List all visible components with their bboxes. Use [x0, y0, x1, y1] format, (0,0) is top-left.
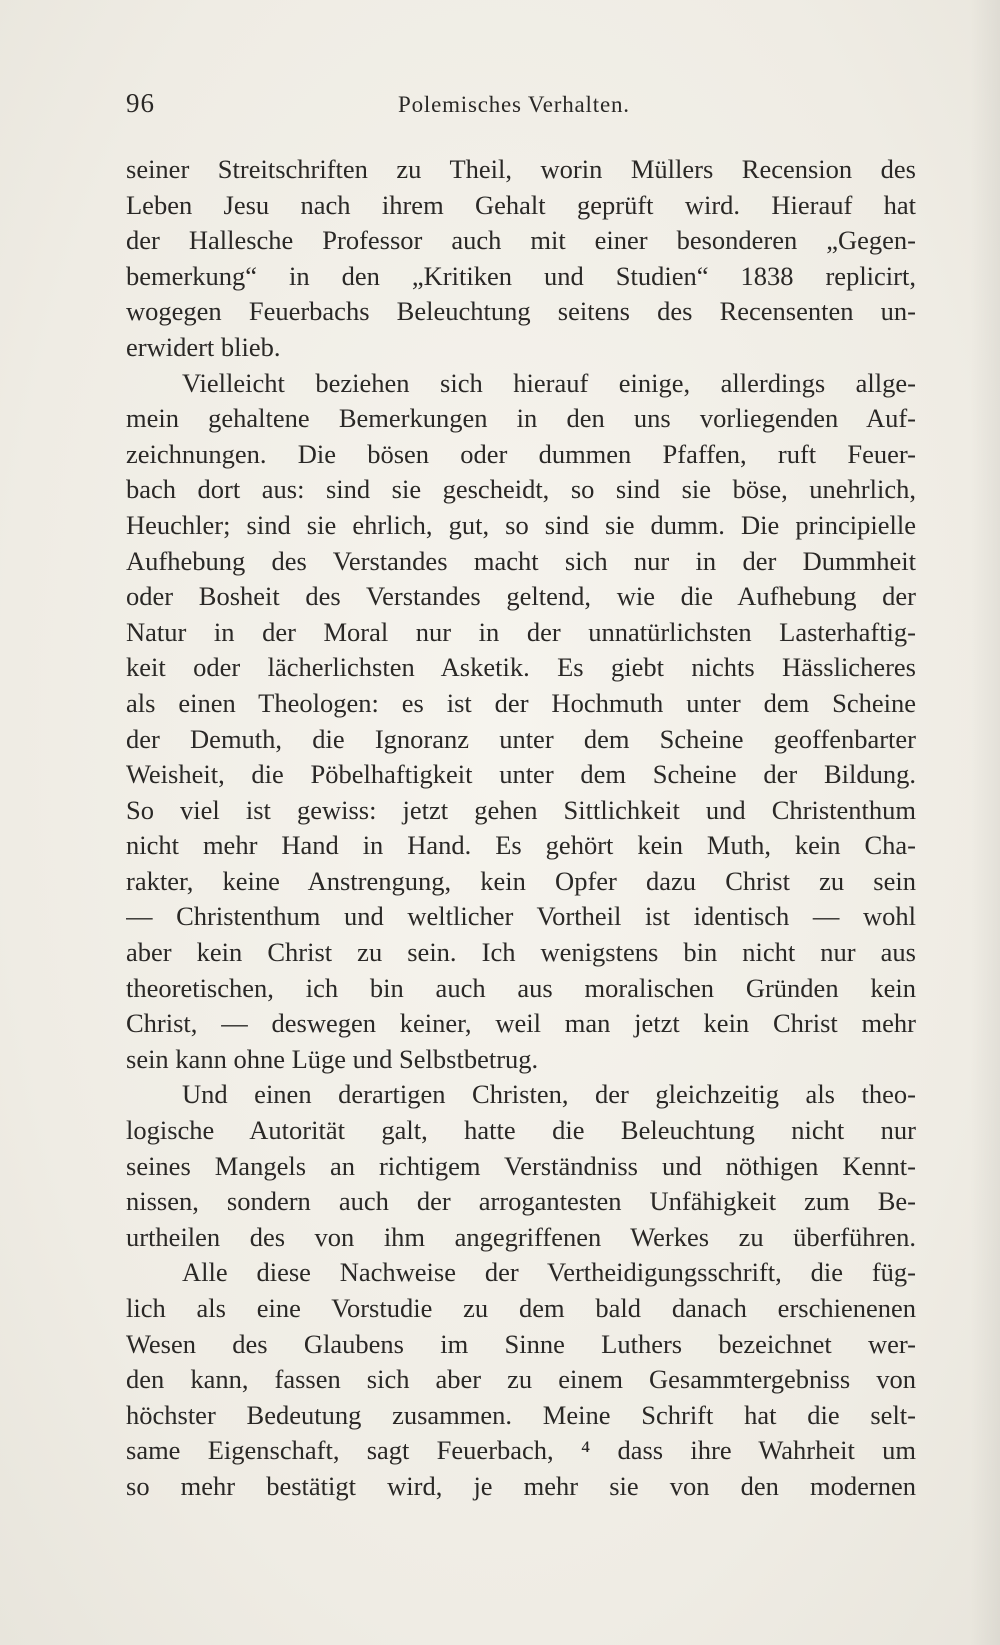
text-line: logische Autorität galt, hatte die Beleuchtung nicht nur [126, 1115, 916, 1146]
text-line: Natur in der Moral nur in der unnatürlichsten Lasterhaftig- [126, 616, 916, 647]
page-number: 96 [126, 88, 155, 118]
text-line: bemerkung“ in den „Kritiken und Studien“ 1838 replicirt, [126, 260, 916, 291]
text-line: nicht mehr Hand in Hand. Es gehört kein Muth, kein Cha- [126, 830, 916, 861]
text-line: Leben Jesu nach ihrem Gehalt geprüft wird. Hierauf hat [126, 189, 916, 220]
text-line: als einen Theologen: es ist der Hochmuth unter dem Scheine [126, 687, 916, 718]
text-line: oder Bosheit des Verstandes geltend, wie die Aufhebung der [126, 581, 916, 612]
text-line: Vielleicht beziehen sich hierauf einige, allerdings allge- [182, 367, 916, 398]
text-line: rakter, keine Anstrengung, kein Opfer dazu Christ zu sein [126, 865, 916, 896]
text-line: mein gehaltene Bemerkungen in den uns vorliegenden Auf- [126, 403, 916, 434]
text-line: der Hallesche Professor auch mit einer besonderen „Gegen- [126, 225, 916, 256]
text-line: Weisheit, die Pöbelhaftigkeit unter dem Scheine der Bildung. [126, 759, 916, 790]
page-header [126, 88, 916, 128]
text-line: so mehr bestätigt wird, je mehr sie von den modernen [126, 1470, 916, 1501]
text-line: erwidert blieb. [126, 331, 281, 362]
page-edge-shadow [970, 0, 1000, 1645]
text-line: zeichnungen. Die bösen oder dummen Pfaffen, ruft Feuer- [126, 438, 916, 469]
text-line: Und einen derartigen Christen, der gleichzeitig als theo- [182, 1079, 916, 1110]
text-line: bach dort aus: sind sie gescheidt, so sind sie böse, unehrlich, [126, 474, 916, 505]
text-line: seines Mangels an richtigem Verständniss und nöthigen Kennt- [126, 1150, 916, 1181]
text-line: keit oder lächerlichsten Asketik. Es giebt nichts Hässlicheres [126, 652, 916, 683]
text-line: theoretischen, ich bin auch aus moralischen Gründen kein [126, 972, 916, 1003]
running-title: Polemisches Verhalten. [398, 92, 630, 117]
text-line: nissen, sondern auch der arrogantesten Unfähigkeit zum Be- [126, 1186, 916, 1217]
text-line: Heuchler; sind sie ehrlich, gut, so sind sie dumm. Die principielle [126, 509, 916, 540]
text-line: Wesen des Glaubens im Sinne Luthers bezeichnet wer- [126, 1328, 916, 1359]
text-line: So viel ist gewiss: jetzt gehen Sittlichkeit und Christenthum [126, 794, 916, 825]
body-text [126, 152, 916, 1505]
text-line: lich als eine Vorstudie zu dem bald danach erschienenen [126, 1293, 916, 1323]
text-line: sein kann ohne Lüge und Selbstbetrug. [126, 1043, 539, 1074]
text-line: Christ, — deswegen keiner, weil man jetzt kein Christ mehr [126, 1008, 916, 1039]
text-line: höchster Bedeutung zusammen. Meine Schrift hat die selt- [126, 1399, 916, 1430]
text-line: Aufhebung des Verstandes macht sich nur in der Dummheit [126, 545, 916, 576]
text-line: Alle diese Nachweise der Vertheidigungsschrift, die füg- [182, 1257, 916, 1288]
text-line: same Eigenschaft, sagt Feuerbach, ⁴ dass ihre Wahrheit um [126, 1435, 916, 1466]
text-line: urtheilen des von ihm angegriffenen Werkes zu überführen. [126, 1221, 916, 1252]
text-line: der Demuth, die Ignoranz unter dem Scheine geoffenbarter [126, 723, 916, 754]
text-line: wogegen Feuerbachs Beleuchtung seitens des Recensenten un- [126, 296, 916, 327]
text-line: den kann, fassen sich aber zu einem Gesammtergebniss von [126, 1364, 916, 1395]
text-line: aber kein Christ zu sein. Ich wenigstens bin nicht nur aus [126, 937, 916, 968]
text-line: — Christenthum und weltlicher Vortheil ist identisch — wohl [126, 901, 916, 932]
text-line: seiner Streitschriften zu Theil, worin Müllers Recension des [126, 154, 916, 184]
